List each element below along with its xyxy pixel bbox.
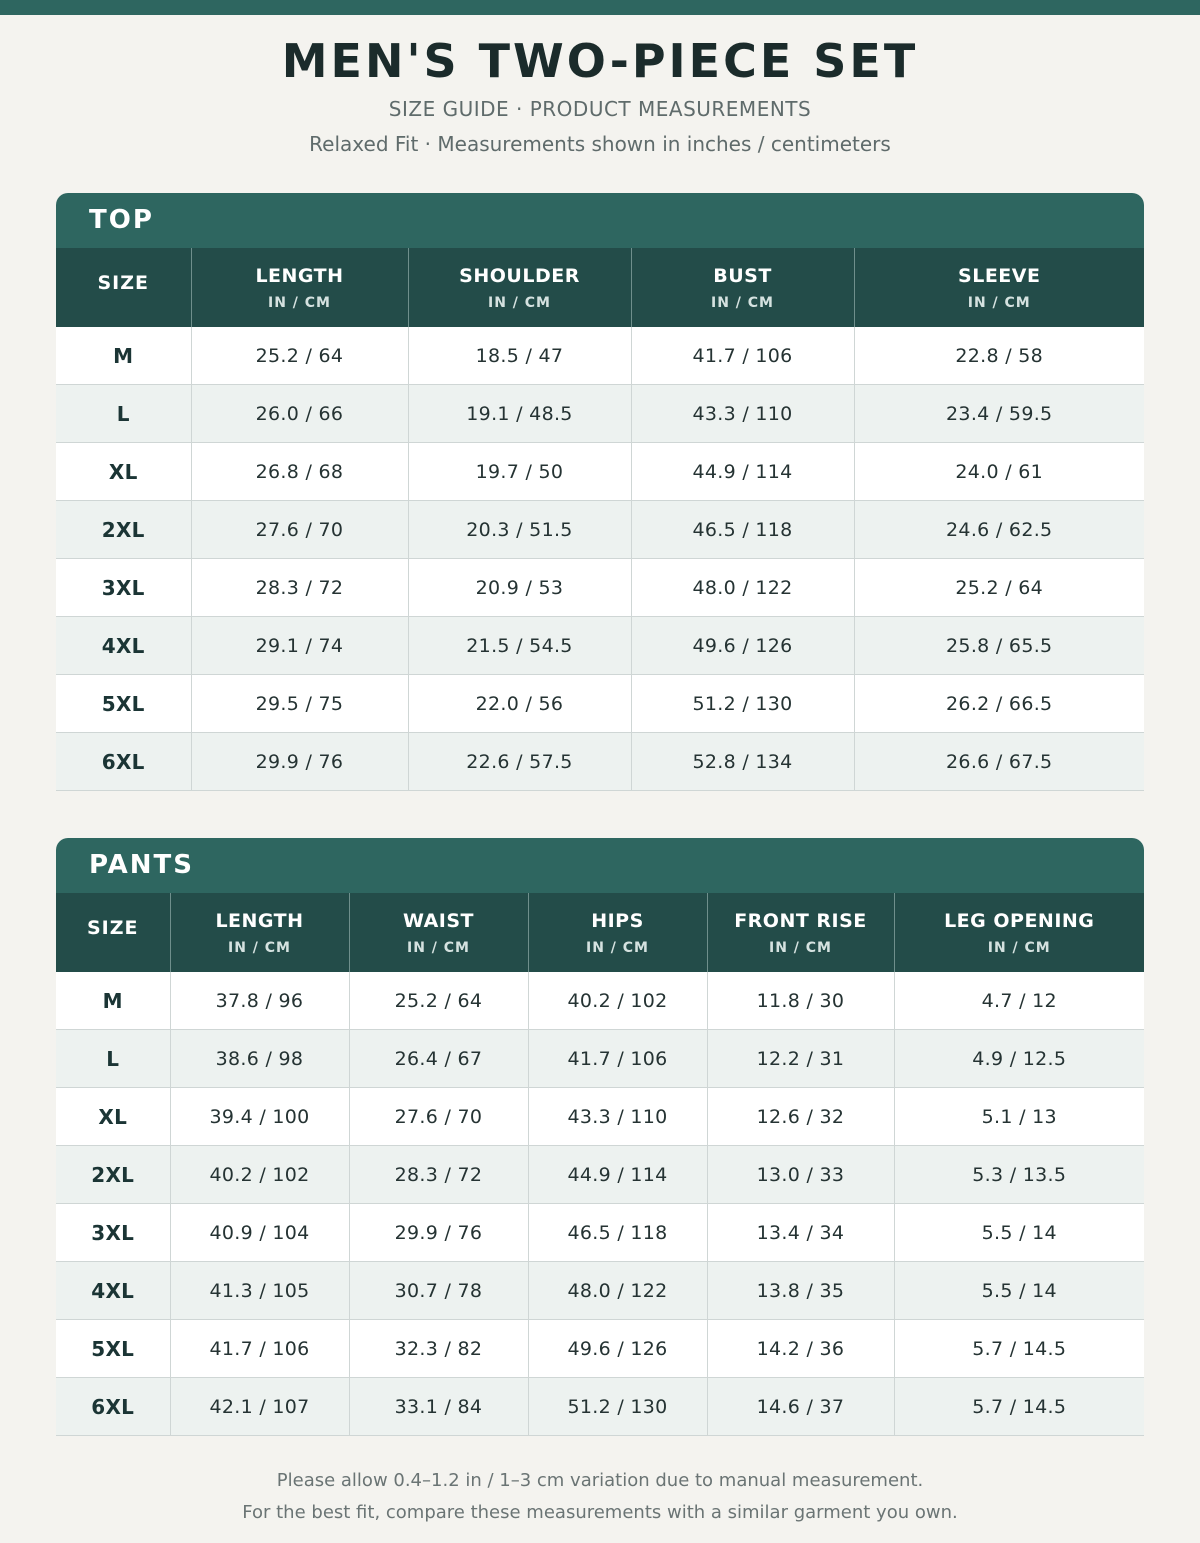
measurement-cell: 26.8 / 68 bbox=[191, 443, 408, 501]
size-cell: L bbox=[56, 385, 191, 443]
size-cell: 2XL bbox=[56, 1146, 170, 1204]
measurement-cell: 26.0 / 66 bbox=[191, 385, 408, 443]
column-label: SLEEVE bbox=[958, 264, 1041, 287]
table-row bbox=[56, 617, 1144, 675]
measurement-cell: 14.2 / 36 bbox=[707, 1320, 894, 1378]
measurement-cell: 44.9 / 114 bbox=[631, 443, 854, 501]
table-row bbox=[56, 385, 1144, 443]
top-header-sleeve bbox=[854, 248, 1144, 327]
size-cell: 6XL bbox=[56, 1378, 170, 1436]
measurement-cell: 46.5 / 118 bbox=[528, 1204, 707, 1262]
page-subtitle: SIZE GUIDE · PRODUCT MEASUREMENTS bbox=[388, 97, 812, 121]
measurement-cell: 28.3 / 72 bbox=[191, 559, 408, 617]
top-header-shoulder bbox=[408, 248, 631, 327]
measurement-cell: 5.3 / 13.5 bbox=[894, 1146, 1144, 1204]
size-cell: 3XL bbox=[56, 559, 191, 617]
size-cell: 2XL bbox=[56, 501, 191, 559]
measurement-cell: 19.7 / 50 bbox=[408, 443, 631, 501]
measurement-cell: 4.7 / 12 bbox=[894, 972, 1144, 1030]
measurement-cell: 51.2 / 130 bbox=[528, 1378, 707, 1436]
measurement-cell: 29.1 / 74 bbox=[191, 617, 408, 675]
measurement-cell: 19.1 / 48.5 bbox=[408, 385, 631, 443]
measurement-cell: 21.5 / 54.5 bbox=[408, 617, 631, 675]
size-cell: 3XL bbox=[56, 1204, 170, 1262]
measurement-cell: 5.7 / 14.5 bbox=[894, 1320, 1144, 1378]
column-unit: IN / CM bbox=[711, 294, 774, 311]
measurement-cell: 23.4 / 59.5 bbox=[854, 385, 1144, 443]
measurement-cell: 48.0 / 122 bbox=[631, 559, 854, 617]
measurement-cell: 5.5 / 14 bbox=[894, 1204, 1144, 1262]
measurement-cell: 30.7 / 78 bbox=[349, 1262, 528, 1320]
table-row bbox=[56, 675, 1144, 733]
table-row bbox=[56, 501, 1144, 559]
size-cell: 5XL bbox=[56, 675, 191, 733]
top-table-head bbox=[56, 248, 1144, 327]
measurement-cell: 5.5 / 14 bbox=[894, 1262, 1144, 1320]
table-row bbox=[56, 1030, 1144, 1088]
measurement-cell: 27.6 / 70 bbox=[349, 1088, 528, 1146]
size-header-label: SIZE bbox=[86, 916, 139, 939]
column-unit: IN / CM bbox=[268, 294, 331, 311]
top-section-title: TOP bbox=[56, 193, 1144, 248]
table-row bbox=[56, 1262, 1144, 1320]
column-label: SHOULDER bbox=[459, 264, 580, 287]
measurement-cell: 26.6 / 67.5 bbox=[854, 733, 1144, 791]
measurement-cell: 32.3 / 82 bbox=[349, 1320, 528, 1378]
top-accent-bar bbox=[0, 0, 1200, 15]
measurement-cell: 20.9 / 53 bbox=[408, 559, 631, 617]
size-cell: XL bbox=[56, 443, 191, 501]
top-header-bust bbox=[631, 248, 854, 327]
size-cell: L bbox=[56, 1030, 170, 1088]
measurement-cell: 12.6 / 32 bbox=[707, 1088, 894, 1146]
measurement-cell: 4.9 / 12.5 bbox=[894, 1030, 1144, 1088]
measurement-cell: 28.3 / 72 bbox=[349, 1146, 528, 1204]
column-unit: IN / CM bbox=[769, 939, 832, 956]
pants-size-card bbox=[56, 838, 1144, 1436]
measurement-cell: 20.3 / 51.5 bbox=[408, 501, 631, 559]
measurement-cell: 40.2 / 102 bbox=[528, 972, 707, 1030]
table-row bbox=[56, 1320, 1144, 1378]
measurement-cell: 41.3 / 105 bbox=[170, 1262, 349, 1320]
measurement-cell: 49.6 / 126 bbox=[631, 617, 854, 675]
size-cell: 4XL bbox=[56, 1262, 170, 1320]
table-row bbox=[56, 443, 1144, 501]
size-cell: 4XL bbox=[56, 617, 191, 675]
measurement-cell: 13.0 / 33 bbox=[707, 1146, 894, 1204]
table-row bbox=[56, 327, 1144, 385]
measurement-cell: 25.2 / 64 bbox=[349, 972, 528, 1030]
measurement-cell: 29.5 / 75 bbox=[191, 675, 408, 733]
table-row bbox=[56, 733, 1144, 791]
measurement-cell: 33.1 / 84 bbox=[349, 1378, 528, 1436]
top-size-table bbox=[56, 248, 1144, 791]
measurement-cell: 25.2 / 64 bbox=[191, 327, 408, 385]
column-unit: IN / CM bbox=[586, 939, 649, 956]
pants-size-table bbox=[56, 893, 1144, 1436]
measurement-cell: 43.3 / 110 bbox=[528, 1088, 707, 1146]
measurement-cell: 13.8 / 35 bbox=[707, 1262, 894, 1320]
table-row bbox=[56, 559, 1144, 617]
pants-table-body bbox=[56, 972, 1144, 1436]
measurement-cell: 38.6 / 98 bbox=[170, 1030, 349, 1088]
measurement-cell: 5.1 / 13 bbox=[894, 1088, 1144, 1146]
column-unit: IN / CM bbox=[228, 939, 291, 956]
measurement-cell: 27.6 / 70 bbox=[191, 501, 408, 559]
top-size-card bbox=[56, 193, 1144, 791]
table-row bbox=[56, 1378, 1144, 1436]
measurement-cell: 26.4 / 67 bbox=[349, 1030, 528, 1088]
column-unit: IN / CM bbox=[407, 939, 470, 956]
size-header-label: SIZE bbox=[97, 271, 149, 294]
measurement-cell: 13.4 / 34 bbox=[707, 1204, 894, 1262]
page-title: MEN'S TWO-PIECE SET bbox=[281, 34, 919, 88]
pants-header-waist bbox=[349, 893, 528, 972]
measurement-cell: 12.2 / 31 bbox=[707, 1030, 894, 1088]
measurement-cell: 43.3 / 110 bbox=[631, 385, 854, 443]
measurement-cell: 25.2 / 64 bbox=[854, 559, 1144, 617]
column-unit: IN / CM bbox=[967, 294, 1031, 311]
pants-header-length bbox=[170, 893, 349, 972]
column-unit: IN / CM bbox=[987, 939, 1051, 956]
column-label: FRONT RISE bbox=[734, 909, 867, 932]
column-unit: IN / CM bbox=[488, 294, 551, 311]
size-cell: M bbox=[56, 972, 170, 1030]
pants-table-head bbox=[56, 893, 1144, 972]
measurement-cell: 22.8 / 58 bbox=[854, 327, 1144, 385]
table-row bbox=[56, 1204, 1144, 1262]
measurement-cell: 41.7 / 106 bbox=[170, 1320, 349, 1378]
top-header-size bbox=[56, 248, 191, 327]
size-cell: 6XL bbox=[56, 733, 191, 791]
measurement-cell: 5.7 / 14.5 bbox=[894, 1378, 1144, 1436]
measurement-cell: 24.6 / 62.5 bbox=[854, 501, 1144, 559]
size-cell: M bbox=[56, 327, 191, 385]
fit-comparison-note: For the best fit, compare these measurements with a similar garment you own. bbox=[242, 1502, 958, 1523]
size-cell: XL bbox=[56, 1088, 170, 1146]
measurement-cell: 25.8 / 65.5 bbox=[854, 617, 1144, 675]
pants-header-front-rise bbox=[707, 893, 894, 972]
fit-note: Relaxed Fit · Measurements shown in inches / centimeters bbox=[309, 132, 891, 156]
measurement-cell: 44.9 / 114 bbox=[528, 1146, 707, 1204]
pants-section-title: PANTS bbox=[56, 838, 1144, 893]
measurement-cell: 52.8 / 134 bbox=[631, 733, 854, 791]
size-cell: 5XL bbox=[56, 1320, 170, 1378]
measurement-cell: 29.9 / 76 bbox=[349, 1204, 528, 1262]
top-table-body bbox=[56, 327, 1144, 791]
column-label: LENGTH bbox=[215, 909, 304, 932]
measurement-cell: 11.8 / 30 bbox=[707, 972, 894, 1030]
measurement-variation-note: Please allow 0.4–1.2 in / 1–3 cm variation due to manual measurement. bbox=[276, 1470, 924, 1491]
measurement-cell: 39.4 / 100 bbox=[170, 1088, 349, 1146]
pants-header-hips bbox=[528, 893, 707, 972]
measurement-cell: 14.6 / 37 bbox=[707, 1378, 894, 1436]
pants-header-size bbox=[56, 893, 170, 972]
measurement-cell: 48.0 / 122 bbox=[528, 1262, 707, 1320]
pants-header-leg-opening bbox=[894, 893, 1144, 972]
measurement-cell: 29.9 / 76 bbox=[191, 733, 408, 791]
measurement-cell: 46.5 / 118 bbox=[631, 501, 854, 559]
measurement-cell: 26.2 / 66.5 bbox=[854, 675, 1144, 733]
measurement-cell: 40.9 / 104 bbox=[170, 1204, 349, 1262]
measurement-cell: 18.5 / 47 bbox=[408, 327, 631, 385]
column-label: LEG OPENING bbox=[944, 909, 1095, 932]
table-row bbox=[56, 972, 1144, 1030]
measurement-cell: 22.6 / 57.5 bbox=[408, 733, 631, 791]
column-label: HIPS bbox=[591, 909, 644, 932]
measurement-cell: 41.7 / 106 bbox=[528, 1030, 707, 1088]
measurement-cell: 37.8 / 96 bbox=[170, 972, 349, 1030]
table-row bbox=[56, 1088, 1144, 1146]
measurement-cell: 51.2 / 130 bbox=[631, 675, 854, 733]
measurement-cell: 40.2 / 102 bbox=[170, 1146, 349, 1204]
measurement-cell: 22.0 / 56 bbox=[408, 675, 631, 733]
column-label: LENGTH bbox=[255, 264, 344, 287]
measurement-cell: 49.6 / 126 bbox=[528, 1320, 707, 1378]
measurement-cell: 41.7 / 106 bbox=[631, 327, 854, 385]
table-row bbox=[56, 1146, 1144, 1204]
column-label: BUST bbox=[713, 264, 772, 287]
measurement-cell: 42.1 / 107 bbox=[170, 1378, 349, 1436]
top-header-length bbox=[191, 248, 408, 327]
measurement-cell: 24.0 / 61 bbox=[854, 443, 1144, 501]
column-label: WAIST bbox=[402, 909, 475, 932]
